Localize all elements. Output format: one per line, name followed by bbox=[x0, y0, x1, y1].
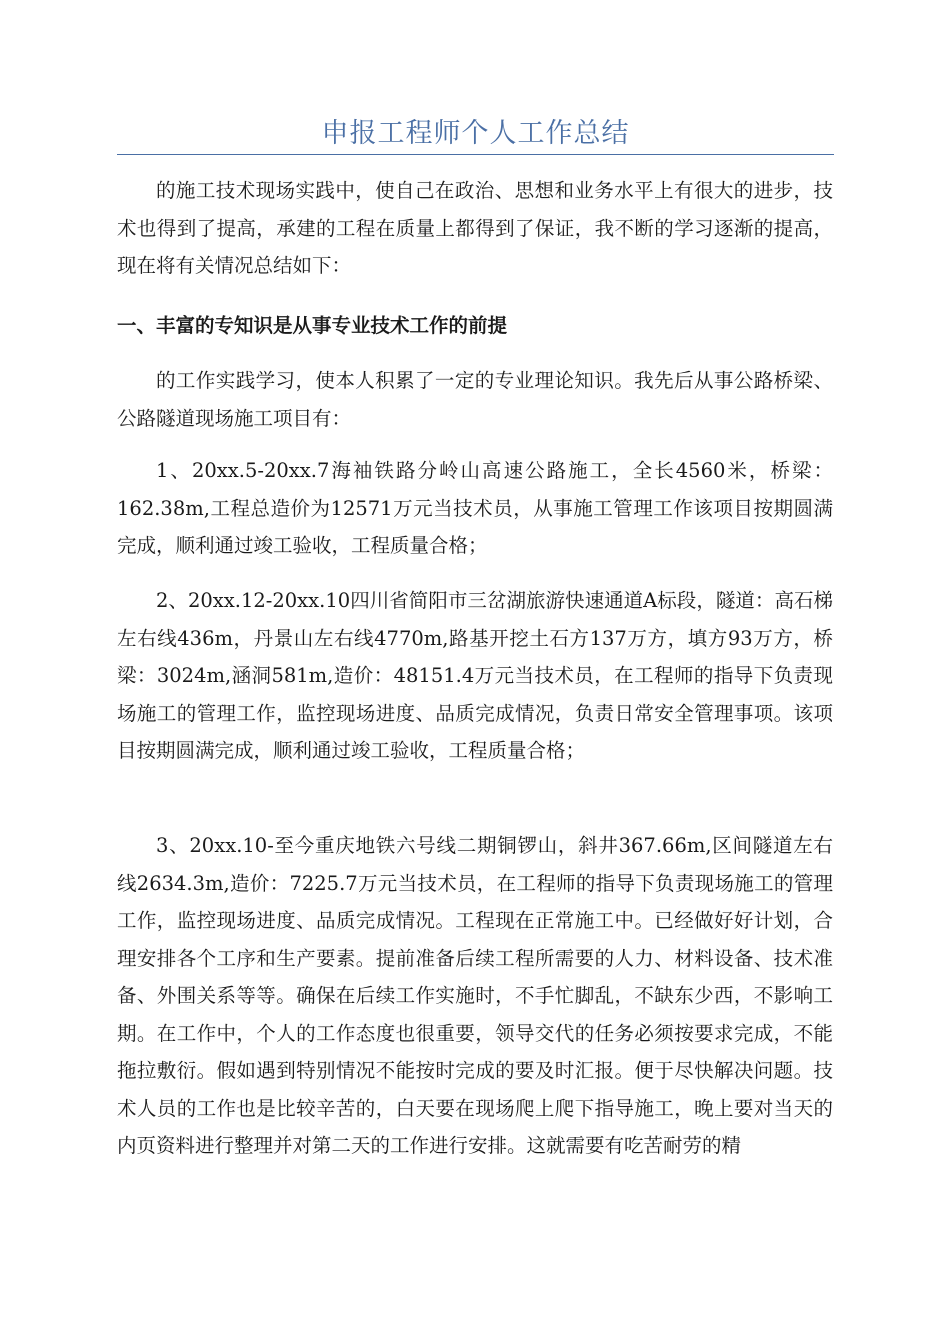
section1-paragraph: 的工作实践学习，使本人积累了一定的专业理论知识。我先后从事公路桥梁、公路隧道现场施工项目有： bbox=[117, 369, 833, 430]
title-underline bbox=[117, 154, 834, 155]
project-item-1: 1、20xx.5-20xx.7海袖铁路分岭山高速公路施工，全长4560米，桥梁：162.38m,工程总造价为12571万元当技术员，从事施工管理工作该项目按期圆满完成，顺利通过竣工验收，工程质量合格； bbox=[117, 459, 833, 557]
section-heading-1: 一、丰富的专知识是从事专业技术工作的前提 bbox=[117, 314, 508, 337]
intro-paragraph: 的施工技术现场实践中，使自己在政治、思想和业务水平上有很大的进步，技术也得到了提高，承建的工程在质量上都得到了保证，我不断的学习逐渐的提高，现在将有关情况总结如下： bbox=[117, 179, 833, 277]
document-title: 申报工程师个人工作总结 bbox=[321, 118, 630, 149]
project-item-2: 2、20xx.12-20xx.10四川省简阳市三岔湖旅游快速通道A标段，隧道：高石梯左右线436m，丹景山左右线4770m,路基开挖土石方137万方，填方93万方，桥梁：3024m,涵洞581m,造价：48151.4万元当技术员，在工程师的指导下负责现场施工的管理工作，监控现场进度、品质完成情况，负责日常安全管理事项。该项目按期圆满完成，顺利通过竣工验收，工程质量合格； bbox=[117, 589, 833, 762]
project-item-3: 3、20xx.10-至今重庆地铁六号线二期铜锣山，斜井367.66m,区间隧道左右线2634.3m,造价：7225.7万元当技术员，在工程师的指导下负责现场施工的管理工作，监控现场进度、品质完成情况。工程现在正常施工中。已经做好好计划，合理安排各个工序和生产要素。提前准备后续工程所需要的人力、材料设备、技术准备、外围关系等等。确保在后续工作实施时，不手忙脚乱，不缺东少西，不影响工期。在工作中，个人的工作态度也很重要，领导交代的任务必须按要求完成，不能拖拉敷衍。假如遇到特别情况不能按时完成的要及时汇报。便于尽快解决问题。技术人员的工作也是比较辛苦的，白天要在现场爬上爬下指导施工，晚上要对当天的内页资料进行整理并对第二天的工作进行安排。这就需要有吃苦耐劳的精 bbox=[117, 834, 833, 1157]
